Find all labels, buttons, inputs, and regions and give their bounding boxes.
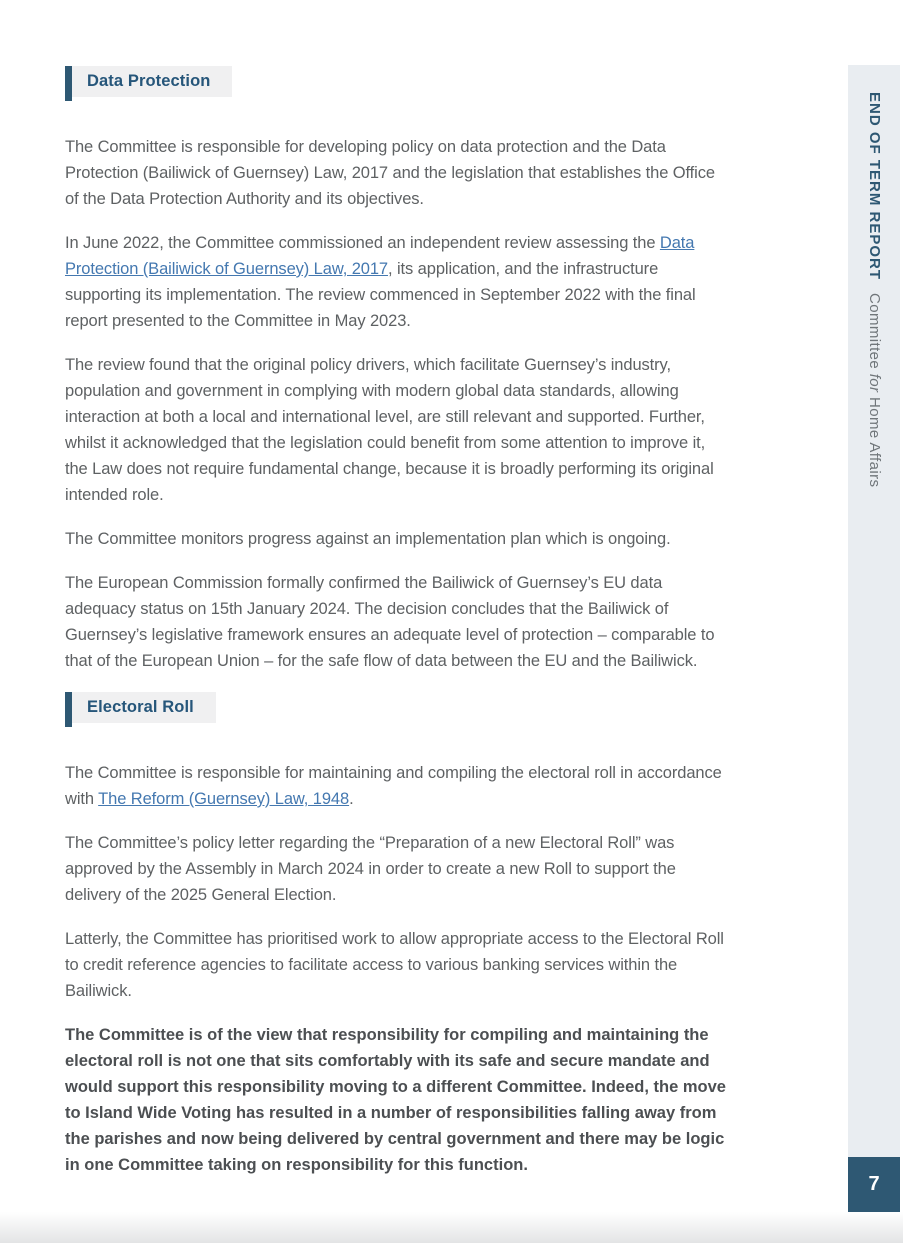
section-heading-label: Data Protection — [72, 66, 232, 97]
paragraph — [65, 230, 727, 334]
text-run: The review found that the original policy drivers, which facilitate Guernsey’s industry, population and government in complying with modern global data standards, allowing interaction at both a local and international level, are still relevant and supported. Further, whilst it acknowledged that the legislation could benefit from some attention to improve it, the Law does not require fundamental change, because it is broadly performing its original intended role. — [65, 356, 714, 504]
text-run: In June 2022, the Committee commissioned an independent review assessing the — [65, 234, 660, 252]
paragraph — [65, 134, 727, 212]
inline-link[interactable]: The Reform (Guernsey) Law, 1948 — [98, 790, 350, 808]
committee-name-for: for — [866, 373, 883, 393]
paragraph — [65, 352, 727, 508]
heading-accent-bar — [65, 66, 72, 101]
paragraph — [65, 526, 727, 552]
text-run: Latterly, the Committee has prioritised work to allow appropriate access to the Electoral Roll to credit reference agencies to facilitate access to various banking services within the Bailiwick. — [65, 930, 724, 1000]
paragraph — [65, 570, 727, 674]
paragraph — [65, 926, 727, 1004]
sidebar-band — [848, 65, 900, 1212]
heading-accent-bar — [65, 692, 72, 727]
text-run: . — [349, 790, 354, 808]
committee-name-post: Home Affairs — [866, 392, 883, 488]
section-heading — [65, 692, 727, 727]
section-heading — [65, 66, 727, 101]
paragraph — [65, 830, 727, 908]
text-run: The Committee is of the view that responsibility for compiling and maintaining the electoral roll is not one that sits comfortably with its safe and secure mandate and would support this responsibility moving to a different Committee. Indeed, the move to Island Wide Voting has resulted in a number of responsibilities falling away from the parishes and now being delivered by central government and there may be logic in one Committee taking on responsibility for this function. — [65, 1026, 726, 1174]
text-run: The Committee is responsible for maintaining and compiling the electoral roll in accordance with — [65, 764, 722, 808]
text-run: The Committee is responsible for developing policy on data protection and the Data Protection (Bailiwick of Guernsey) Law, 2017 and the legislation that establishes the Office of the Data Protection Authority and its objectives. — [65, 138, 715, 208]
text-run: The European Commission formally confirmed the Bailiwick of Guernsey’s EU data adequacy status on 15th January 2024. The decision concludes that the Bailiwick of Guernsey’s legislative framework ensures an adequate level of protection – comparable to that of the European Union – for the safe flow of data between the EU and the Bailiwick. — [65, 574, 715, 670]
sidebar-vertical-text — [848, 65, 900, 1212]
text-run: , its application, and the infrastructure supporting its implementation. The review commenced in September 2022 with the final report presented to the Committee in May 2023. — [65, 260, 696, 330]
page-number-box — [848, 1157, 900, 1212]
committee-name-pre: Committee — [866, 293, 883, 374]
content-area — [65, 66, 727, 1196]
text-run: The Committee monitors progress against an implementation plan which is ongoing. — [65, 530, 671, 548]
paragraph — [65, 760, 727, 812]
committee-name — [866, 280, 883, 487]
page-number: 7 — [868, 1173, 880, 1195]
inline-link[interactable]: Data Protection (Bailiwick of Guernsey) Law, 2017 — [65, 234, 695, 278]
report-title: END OF TERM REPORT — [866, 92, 883, 281]
page-bottom-edge — [0, 1212, 903, 1243]
section-heading-label: Electoral Roll — [72, 692, 216, 723]
emphasis-paragraph — [65, 1022, 727, 1178]
text-run: The Committee’s policy letter regarding the “Preparation of a new Electoral Roll” was approved by the Assembly in March 2024 in order to create a new Roll to support the delivery of the 2025 General Election. — [65, 834, 676, 904]
